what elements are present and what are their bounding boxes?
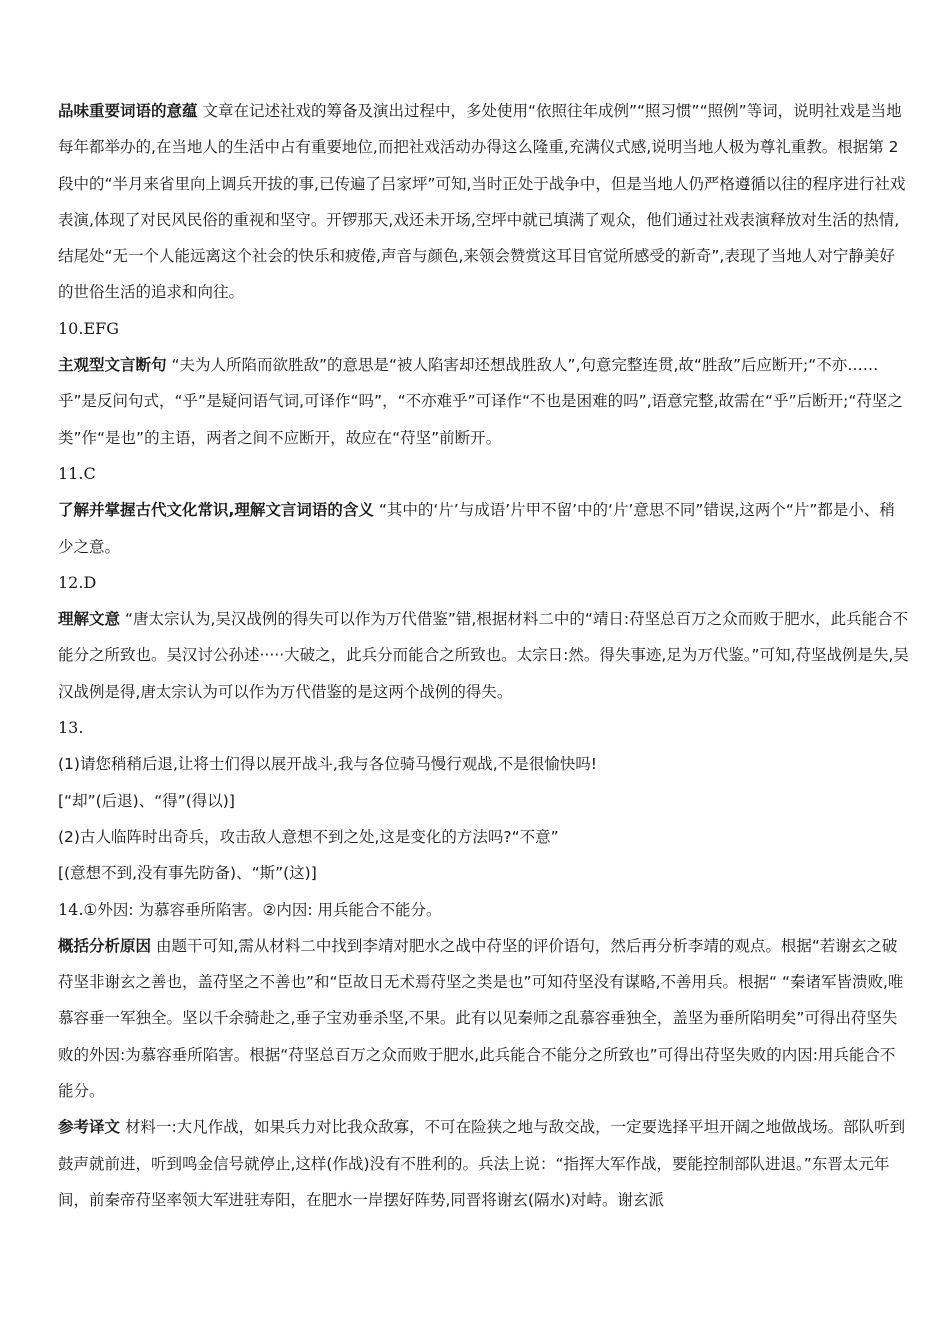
answer-analysis-11 [58,492,910,565]
section-label: 概括分析原因 [58,936,152,955]
section-text: 文章在记述社戏的筹备及演出过程中，多处使用“依照往年成例”“照习惯”“照例”等词，说明社戏是当地每年都举办的,在当地人的生活中占有重要地位,而把社戏活动办得这么隆重,充满仪式感,说明当地人极为尊礼重教。根据第 2 段中的“半月来省里向上调兵开拔的事,已传遍了吕家坪”可知,当时正处于战争中，但是当地人仍严格遵循以往的程序进行社戏表演,体现了对民风民俗的重视和坚守。开锣那天,戏还未开场,空坪中就已填满了观众，他们通过社戏表演释放对生活的热情,结尾处“无一个人能远离这个社会的快乐和疲倦,声音与颜色,来领会赞赏这耳目官觉所感受的新奇”,表现了当地人对宁静美好的世俗生活的追求和向往。 [58,102,906,302]
section-text: 由题干可知,需从材料二中找到李靖对肥水之战中苻坚的评价语句，然后再分析李靖的观点。根据“若谢玄之破苻坚非谢玄之善也，盖苻坚之不善也”和“臣故日无术焉苻坚之类是也”可知苻坚没有谋略,不善用兵。根据“ “秦诸军皆溃败,唯慕容垂一军独全。坚以千余骑赴之,垂子宝劝垂杀坚,不果。此有以见秦师之乱慕容垂独全，盖坚为垂所陷明矣”可得出苻坚失败的外因:为慕容垂所陷害。根据“苻坚总百万之众而败于肥水,此兵能合不能分之所致也”可得出苻坚失败的内因:用兵能合不能分。 [58,936,904,1101]
question-number-12: 12.D [58,572,97,592]
answer-14 [58,892,910,928]
answer-analysis-14 [58,928,910,1109]
section-text: 材料一:大凡作战，如果兵力对比我众敌寡，不可在险狭之地与敌交战，一定要选择平坦开阔之地做战场。部队听到鼓声就前进，听到鸣金信号就停止,这样(作战)没有不胜利的。兵法上说：“指挥大军作战，要能控制部队进退。”东晋太元年间，前秦帝苻坚率领大军进驻寿阳，在肥水一岸摆好阵势,同晋将谢玄(隔水)对峙。谢玄派 [58,1118,906,1209]
section-label: 理解文意 [58,610,121,629]
section-text: “唐太宗认为,吴汉战例的得失可以作为万代借鉴”错,根据材料二中的“靖日:苻坚总百万之众而败于肥水，此兵能合不能分之所致也。吴汉讨公孙述·····大破之，此兵分而能合之所致也。太宗日:然。得失事迹,足为万代鉴。”可知,苻坚战例是失,吴汉战例是得,唐太宗认为可以作为万代借鉴的是这两个战例的得失。 [58,610,909,701]
section-label: 主观型文言断句 [58,356,167,375]
question-number-13: 13. [58,718,84,738]
section-text: “其中的‘片’与成语’片甲不留’中的‘片’意思不同”错误,这两个“片”都是小、稍少之意。 [58,501,895,556]
translation-line-2: (2)古人临阵时出奇兵，攻击敌人意想不到之处,这是变化的方法吗?“不意” [58,827,559,846]
section-label: 了解并掌握古代文化常识,理解文言词语的含义 [58,501,374,520]
answer-analysis-12 [58,601,910,710]
translation-keywords-2: [(意想不到,没有事先防备)、“斯”(这)] [58,864,317,883]
translation-keywords-1: [“却”(后退)、“得”(得以)] [58,791,235,810]
translation-line-1: (1)请您稍稍后退,让将士们得以展开战斗,我与各位骑马慢行观战,不是很愉快吗! [58,755,597,774]
question-number-10: 10.EFG [58,318,120,338]
question-number-11: 11.C [58,463,96,483]
section-label: 品味重要词语的意蕴 [58,102,198,120]
question-number-14: 14. [58,899,84,919]
reference-translation [58,1109,910,1218]
section-label: 参考译文 [58,1118,121,1137]
answer-analysis-10 [58,347,910,456]
answer-analysis-9 [58,93,910,311]
answer-14-text: ①外因: 为慕容垂所陷害。②内因: 用兵能合不能分。 [83,900,442,919]
section-text: “夫为人所陷而欲胜敌”的意思是“被人陷害却还想战胜敌人”,句意完整连贯,故“胜敌”后应断开;“不亦……乎”是反问句式，“乎”是疑问语气词,可译作“吗”，“不亦难乎”可译作“不也是困难的吗”,语意完整,故需在“乎”后断开;“苻坚之类”作“是也”的主语，两者之间不应断开，故应在“苻坚”前断开。 [58,356,903,447]
